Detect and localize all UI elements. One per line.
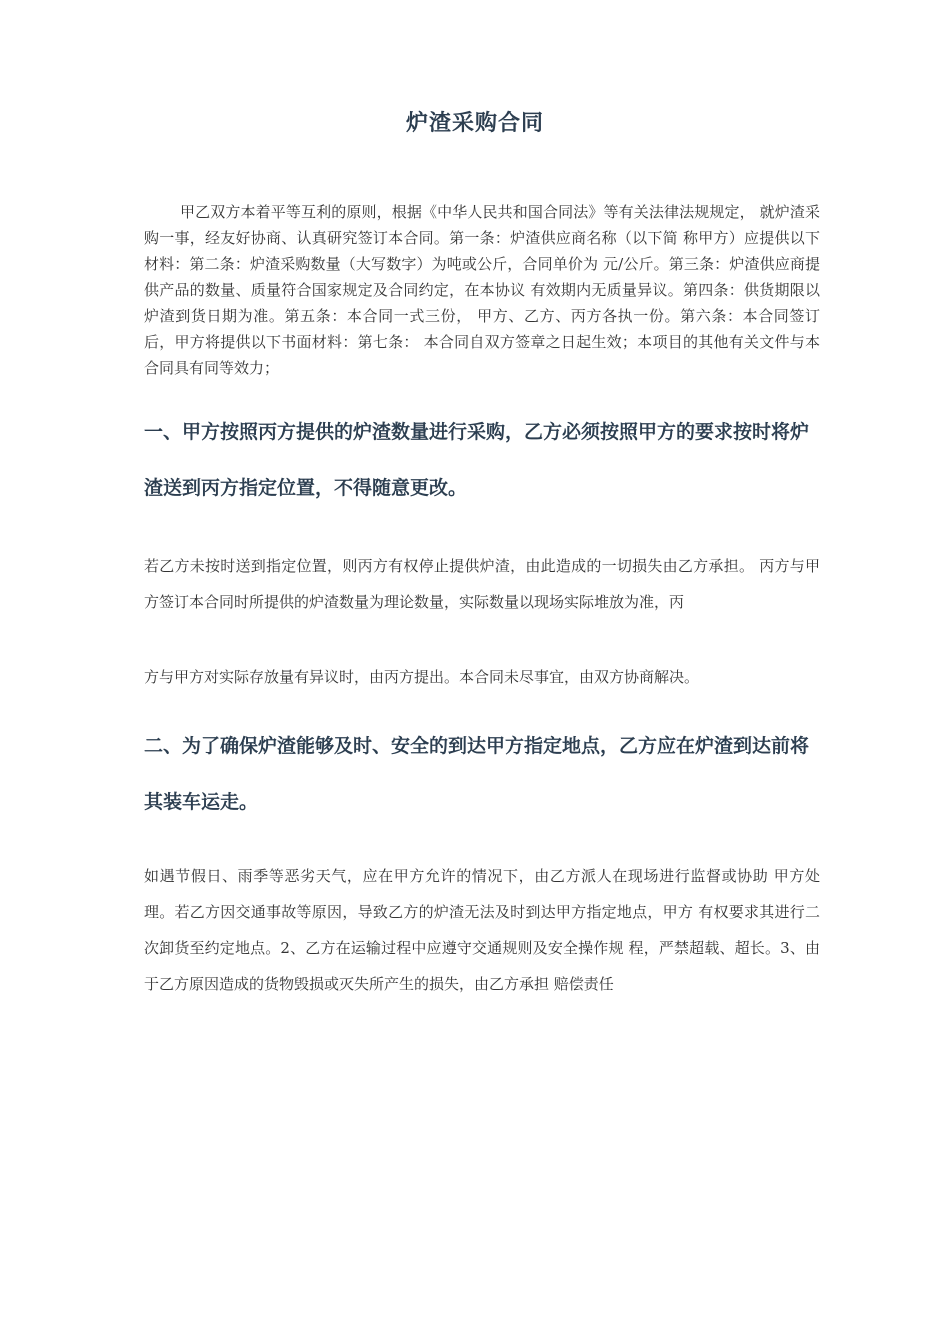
section-1-heading: 一、甲方按照丙方提供的炉渣数量进行采购，乙方必须按照甲方的要求按时将炉渣送到丙方指定位置，不得随意更改。	[144, 421, 810, 499]
section-2-heading: 二、为了确保炉渣能够及时、安全的到达甲方指定地点，乙方应在炉渣到达前将其装车运走。	[144, 735, 810, 813]
section-1-paragraph-a: 若乙方未按时送到指定位置，则丙方有权停止提供炉渣，由此造成的一切损失由乙方承担。 丙方与甲方签订本合同时所提供的炉渣数量为理论数量，实际数量以现场实际堆放为准，丙	[144, 557, 820, 611]
section-2-paragraph: 如遇节假日、雨季等恶劣天气，应在甲方允许的情况下，由乙方派人在现场进行监督或协助 甲方处理。若乙方因交通事故等原因，导致乙方的炉渣无法及时到达甲方指定地点，甲方 有权要求其进行二次卸货至约定地点。2、乙方在运输过程中应遵守交通规则及安全操作规 程，严禁超载、超长。3、由于乙方原因造成的货物毁损或灭失所产生的损失，由乙方承担 赔偿责任	[144, 867, 820, 993]
section-1-paragraph-b: 方与甲方对实际存放量有异议时，由丙方提出。本合同未尽事宜，由双方协商解决。	[144, 668, 700, 686]
document-title: 炉渣采购合同	[405, 111, 544, 136]
intro-paragraph: 甲乙双方本着平等互利的原则，根据《中华人民共和国合同法》等有关法律法规规定， 就炉渣采购一事，经友好协商、认真研究签订本合同。第一条：炉渣供应商名称（以下简 称甲方）应提供以下材料：第二条：炉渣采购数量（大写数字）为吨或公斤，合同单价为 元/公斤。第三条：炉渣供应商提供产品的数量、质量符合国家规定及合同约定，在本协议 有效期内无质量异议。第四条：供货期限以炉渣到货日期为准。第五条：本合同一式三份， 甲方、乙方、丙方各执一份。第六条：本合同签订后，甲方将提供以下书面材料：第七条： 本合同自双方签章之日起生效；本项目的其他有关文件与本合同具有同等效力；	[144, 203, 820, 377]
